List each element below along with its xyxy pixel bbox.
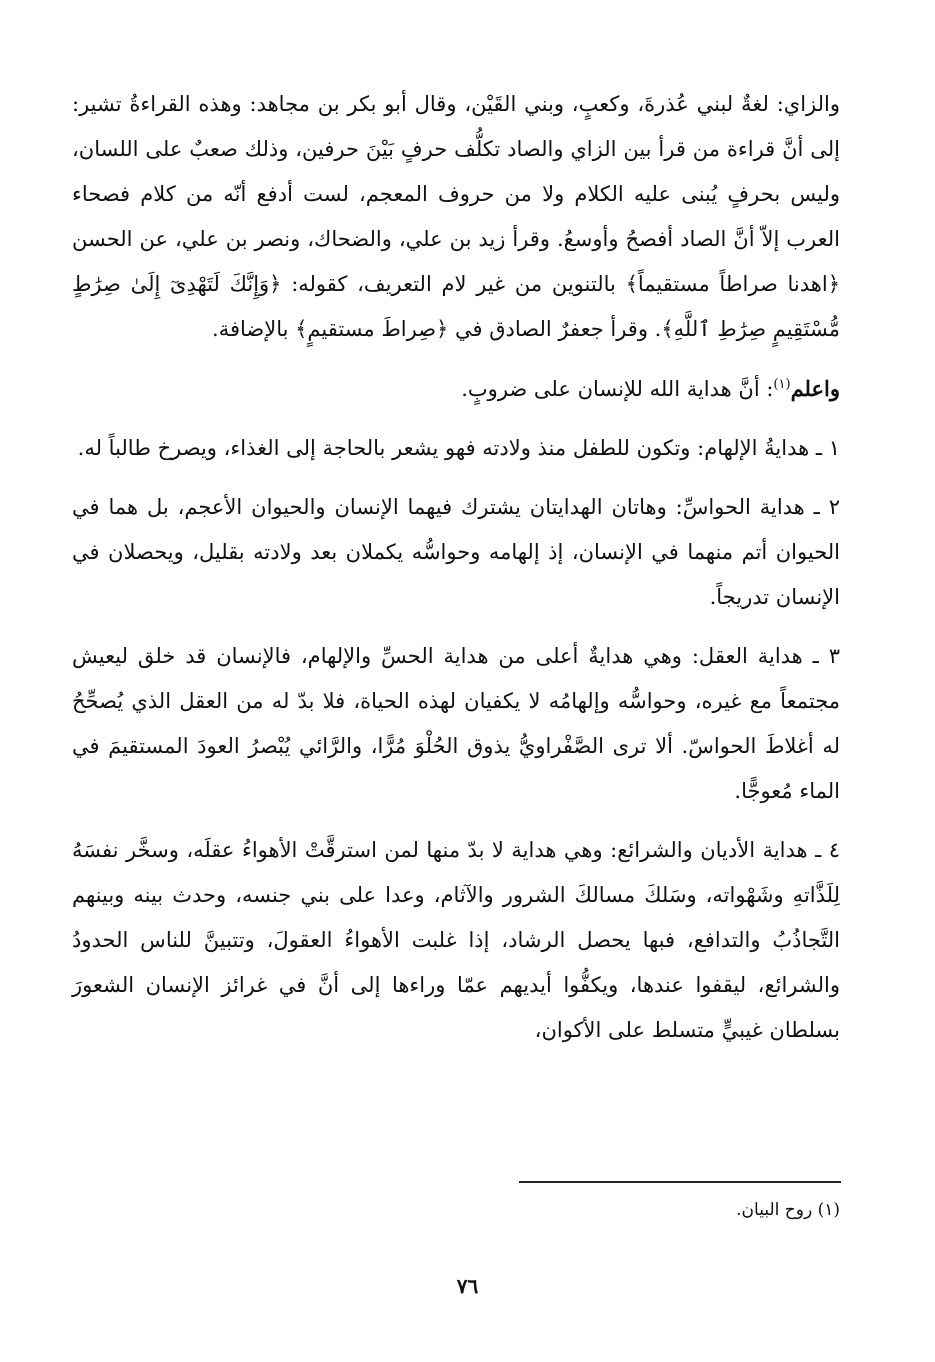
footnote-reference[interactable]: (١) — [773, 377, 791, 392]
main-text — [72, 82, 840, 1053]
paragraph-hidaya-adyan: ٤ ـ هداية الأديان والشرائع: وهي هداية لا بدّ منها لمن استرقَّتْ الأهواءُ عقلَه، وسخَّر نفسَهُ لِلَذَّاتهِ وشَهْواته، وسَلكَ مسالكَ الشرور والآثام، وعدا على بني جنسه، وحدث بينه وبينهم التَّجاذُبُ والتدافع، فبها يحصل الرشاد، إذا غلبت الأهواءُ العقولَ، وتتبينَّ للناس الحدودُ والشرائع، ليقفوا عندها، ويكفُّوا أيديهم عمّا وراءها إلى أنَّ في غرائز الإنسان الشعورَ بسلطان غيبيٍّ متسلط على الأكوان، — [72, 838, 840, 1042]
paragraph-hidaya-ilham: ١ ـ هدايةُ الإلهام: وتكون للطفل منذ ولادته فهو يشعر بالحاجة إلى الغذاء، ويصرخ طالباً له. — [77, 436, 840, 460]
paragraph-text: : أنَّ هداية الله للإنسان على ضروبٍ. — [461, 377, 774, 401]
paragraph-intro-hidaya — [72, 366, 840, 412]
footnote: (١) روح البيان. — [736, 1200, 840, 1220]
paragraph-hidaya-hawas: ٢ ـ هداية الحواسِّ: وهاتان الهدايتان يشترك فيهما الإنسان والحيوان الأعجم، بل هما في الحيوان أتم منهما في الإنسان، إذ إلهامه وحواسُّه يكملان بعد ولادته بقليل، ويحصلان في الإنسان تدريجاً. — [72, 495, 840, 609]
lead-word: واعلم — [790, 376, 840, 401]
footnote-separator — [519, 1181, 841, 1183]
paragraph-hidaya-aql: ٣ ـ هداية العقل: وهي هدايةٌ أعلى من هداية الحسِّ والإلهام، فالإنسان قد خلق ليعيش مجتمعاً مع غيره، وحواسُّه وإلهامُه لا يكفيان لهذه الحياة، فلا بدّ له من العقل الذي يُصحِّحُ له أغلاطَ الحواسّ. ألا ترى الصَّفْراويُّ يذوق الحُلْوَ مُرًّا، والرَّائي يُبْصرُ العودَ المستقيمَ في الماء مُعوجًّا. — [72, 644, 840, 803]
page-number: ٧٦ — [456, 1274, 479, 1298]
paragraph-qiraat: والزاي: لغةٌ لبني عُذرةَ، وكعبٍ، وبني القَيْن، وقال أبو بكر بن مجاهد: وهذه القراءةُ تشير: إلى أنَّ قراءة من قرأ بين الزاي والصاد تكلُّف حرفٍ بَيْنَ حرفين، وذلك صعبٌ على اللسان، وليس بحرفٍ يُبنى عليه الكلام ولا من حروف المعجم، لست أدفع أنّه من كلام فصحاء العرب إلاّ أنَّ الصاد أفصحُ وأوسعُ. وقرأ زيد بن علي، والضحاك، ونصر بن علي، عن الحسن ﴿اهدنا صراطاً مستقيماً﴾ بالتنوين من غير لام التعريف، كقوله: ﴿وَإِنَّكَ لَتَهْدِىٓ إِلَىٰ صِرَٰطٍ مُّسْتَقِيمٍ صِرَٰطِ ٱللَّهِ﴾. وقرأ جعفرٌ الصادق في ﴿صِراطَ مستقيمٍ﴾ بالإضافة. — [72, 92, 840, 341]
